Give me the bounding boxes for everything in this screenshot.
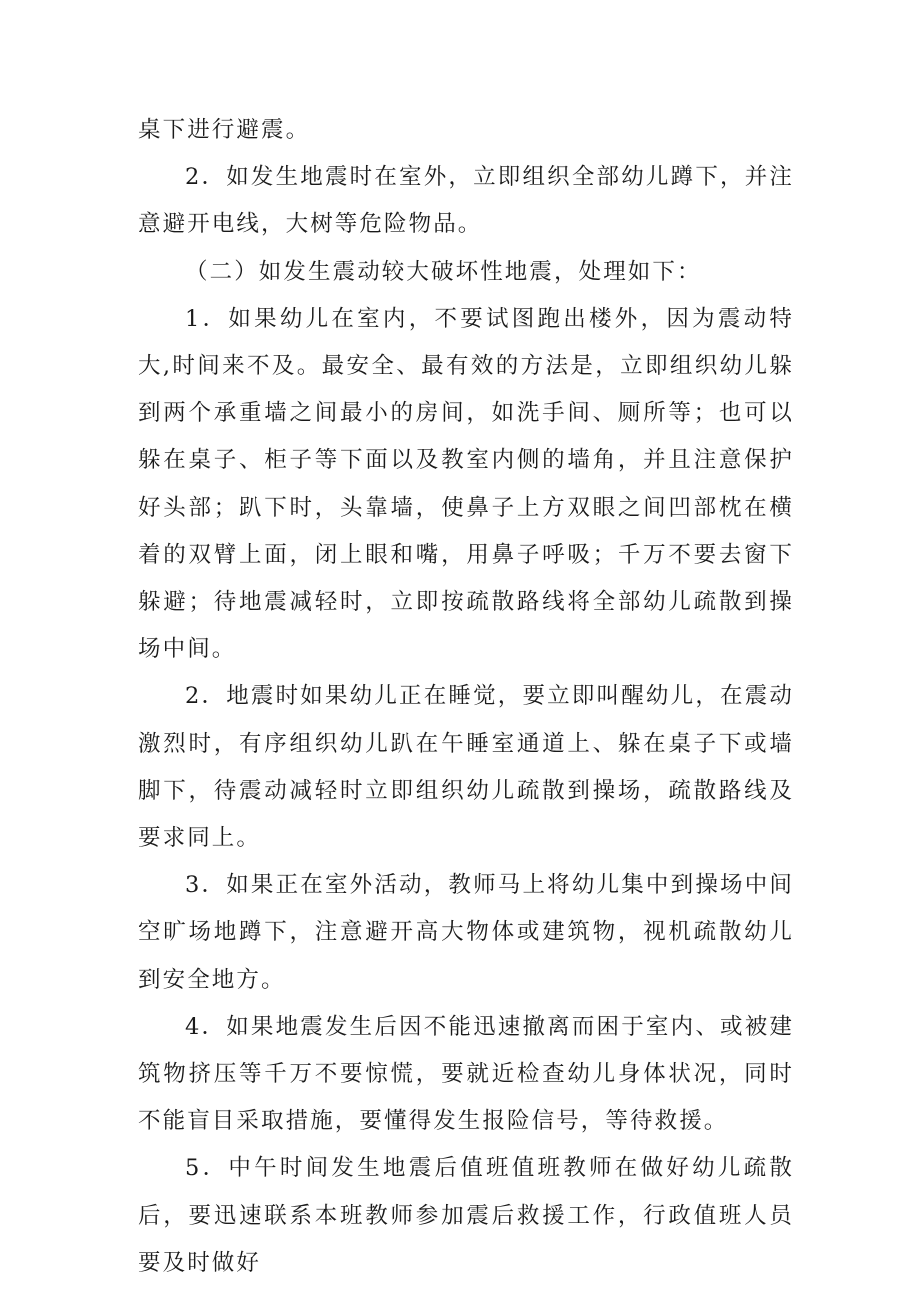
paragraph-continuation: 桌下进行避震。 (138, 117, 311, 143)
document-body (138, 107, 794, 1287)
paragraph-item-1-indoor: 1．如果幼儿在室内，不要试图跑出楼外，因为震动特大,时间来不及。最安全、最有效的方法是，立即组织幼儿躲到两个承重墙之间最小的房间，如洗手间、厕所等；也可以躲在桌子、柜子等下面以及教室内侧的墙角，并且注意保护好头部；趴下时，头靠墙，使鼻子上方双眼之间凹部枕在横着的双臂上面，闭上眼和嘴，用鼻子呼吸；千万不要去窗下躲避；待地震减轻时，立即按疏散路线将全部幼儿疏散到操场中间。 (138, 305, 794, 663)
paragraph-item-2-sleeping: 2．地震时如果幼儿正在睡觉，要立即叫醒幼儿，在震动激烈时，有序组织幼儿趴在午睡室通道上、躲在桌子下或墙脚下，待震动减轻时立即组织幼儿疏散到操场，疏散路线及要求同上。 (138, 683, 794, 852)
paragraph-item-4-trapped: 4．如果地震发生后因不能迅速撤离而困于室内、或被建筑物挤压等千万不要惊慌，要就近检查幼儿身体状况，同时不能盲目采取措施，要懂得发生报险信号，等待救援。 (138, 1013, 794, 1135)
paragraph-item-2-outdoor: 2．如发生地震时在室外，立即组织全部幼儿蹲下，并注意避开电线，大树等危险物品。 (138, 164, 794, 238)
section-heading-major-earthquake: （二）如发生震动较大破坏性地震，处理如下： (185, 258, 702, 285)
paragraph-item-5-noon: 5．中午时间发生地震后值班值班教师在做好幼儿疏散后，要迅速联系本班教师参加震后救援工作，行政值班人员要及时做好 (138, 1155, 794, 1276)
paragraph-item-3-outdoor-activity: 3．如果正在室外活动，教师马上将幼儿集中到操场中间空旷场地蹲下，注意避开高大物体或建筑物，视机疏散幼儿到安全地方。 (138, 872, 794, 993)
